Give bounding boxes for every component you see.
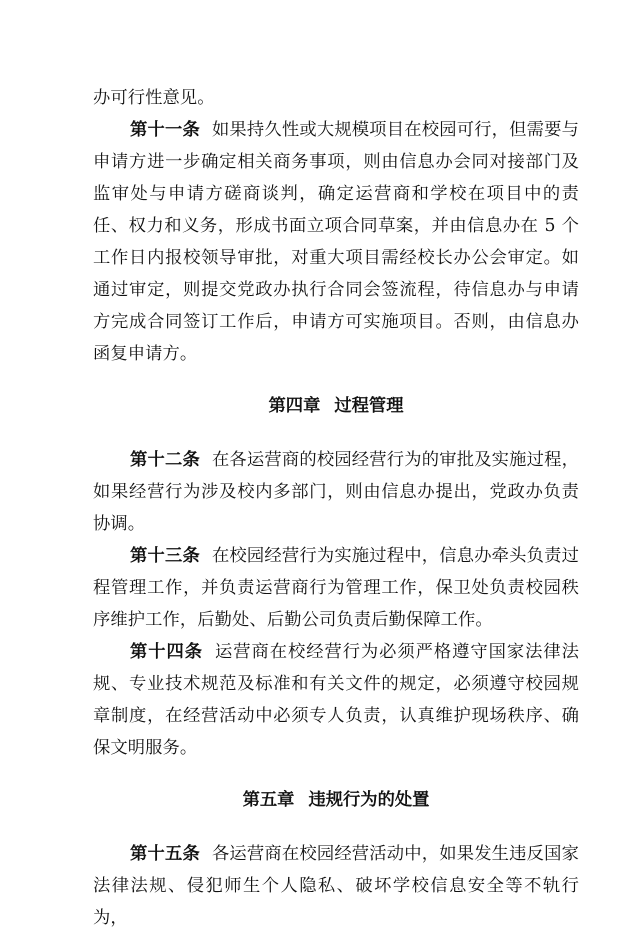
article-text: 运营商在校经营行为必须严格遵守国家法律法规、专业技术规范及标准和有关文件的规定，必须遵守校园规章制度，在经营活动中必须专人负责，认真维护现场秩序、确保文明服务。	[93, 642, 579, 758]
article-label: 第十二条	[130, 450, 200, 470]
chapter-label: 第五章	[242, 790, 295, 810]
chapter-heading-5	[93, 784, 579, 816]
chapter-title: 违规行为的处置	[308, 790, 430, 810]
article-14	[93, 636, 579, 764]
article-label: 第十一条	[130, 120, 200, 140]
article-text: 在各运营商的校园经营行为的审批及实施过程，如果经营行为涉及校内多部门，则由信息办提出，党政办负责协调。	[93, 450, 579, 534]
article-11	[93, 114, 579, 370]
article-text: 如果持久性或大规模项目在校园可行，但需要与申请方进一步确定相关商务事项，则由信息办会同对接部门及监审处与申请方磋商谈判，确定运营商和学校在项目中的责任、权力和义务，形成书面立项合同草案，并由信息办在 5 个工作日内报校领导审批，对重大项目需经校长办公会审定。如通过审定，则提交党政办执行合同会签流程，待信息办与申请方完成合同签订工作后，申请方可实施项目。否则，由信息办函复申请方。	[93, 120, 579, 364]
article-label: 第十五条	[130, 844, 200, 864]
document-page	[93, 82, 579, 934]
chapter-title: 过程管理	[334, 396, 404, 416]
paragraph-continuation: 办可行性意见。	[93, 88, 215, 108]
article-text: 各运营商在校园经营活动中，如果发生违反国家法律法规、侵犯师生个人隐私、破坏学校信息安全等不轨行为，	[93, 844, 579, 928]
chapter-label: 第四章	[268, 396, 321, 416]
article-15	[93, 838, 579, 934]
chapter-heading-4	[93, 390, 579, 422]
article-13	[93, 540, 579, 636]
article-label: 第十四条	[130, 642, 203, 662]
article-text: 在校园经营行为实施过程中，信息办牵头负责过程管理工作，并负责运营商行为管理工作，保卫处负责校园秩序维护工作，后勤处、后勤公司负责后勤保障工作。	[93, 546, 579, 630]
article-label: 第十三条	[130, 546, 200, 566]
article-12	[93, 444, 579, 540]
